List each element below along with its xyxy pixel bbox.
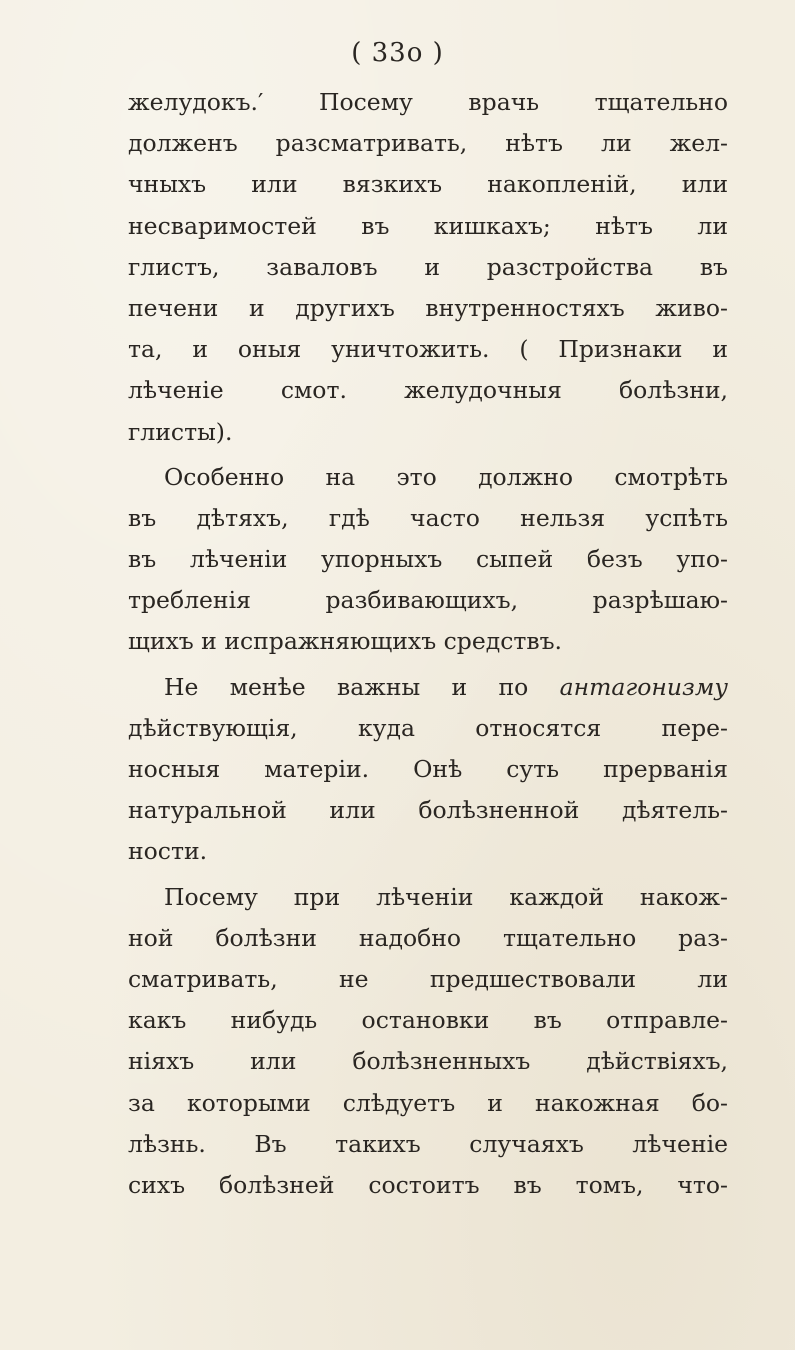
text-line bbox=[128, 667, 728, 708]
text-line: глисты). bbox=[128, 417, 233, 446]
text-line: Особенно на это должно смотрѣть bbox=[164, 462, 728, 491]
text-line: дѣйствующія, куда относятся пере- bbox=[128, 713, 728, 742]
text-line: ной болѣзни надобно тщательно раз- bbox=[128, 923, 728, 952]
text-line: въ лѣченіи упорныхъ сыпей безъ упо- bbox=[128, 545, 728, 574]
paragraph-2 bbox=[128, 457, 728, 663]
text-line: щихъ и испражняющихъ средствъ. bbox=[128, 627, 563, 656]
text-line: какъ нибудь остановки въ отправле- bbox=[128, 1006, 728, 1035]
text-line: лѣзнь. Въ такихъ случаяхъ лѣченіе bbox=[128, 1129, 728, 1158]
text-line: глистъ, заваловъ и разстройства въ bbox=[128, 252, 728, 281]
emphasized-word: антагонизму bbox=[559, 672, 728, 701]
text-line: желудокъ.′ Посему врачь тщательно bbox=[128, 88, 728, 116]
text-line: ніяхъ или болѣзненныхъ дѣйствіяхъ, bbox=[128, 1047, 728, 1076]
text-line: несваримостей въ кишкахъ; нѣтъ ли bbox=[128, 211, 728, 240]
text-line: ности. bbox=[128, 837, 208, 866]
paragraph-3 bbox=[128, 667, 728, 873]
paragraph-4 bbox=[128, 877, 728, 1207]
text-line: натуральной или болѣзненной дѣятель- bbox=[128, 796, 728, 825]
text-line: долженъ разсматривать, нѣтъ ли жел- bbox=[128, 129, 728, 158]
text-line: носныя матеріи. Онѣ суть прерванія bbox=[128, 755, 728, 783]
text-line: чныхъ или вязкихъ накопленій, или bbox=[128, 170, 728, 199]
text-line: за которыми слѣдуетъ и накожная бо- bbox=[128, 1088, 728, 1117]
text-line: Посему при лѣченіи каждой накож- bbox=[164, 882, 728, 911]
text-line: въ дѣтяхъ, гдѣ часто нельзя успѣть bbox=[128, 503, 728, 532]
page-number: ( 33о ) bbox=[351, 38, 444, 68]
text-line: печени и другихъ внутренностяхъ живо- bbox=[128, 293, 728, 322]
text-line: сматривать, не предшествовали ли bbox=[128, 964, 728, 993]
text-line: та, и оныя уничтожить. ( Признаки и bbox=[128, 335, 728, 364]
text-run: Не менѣе важны и по bbox=[164, 672, 529, 701]
text-line: требленія разбивающихъ, разрѣшаю- bbox=[128, 586, 728, 615]
text-line: сихъ болѣзней состоитъ въ томъ, что- bbox=[128, 1170, 728, 1199]
paragraph-1 bbox=[128, 82, 728, 453]
text-line: лѣченіе смот. желудочныя болѣзни, bbox=[128, 376, 728, 405]
body-text bbox=[128, 82, 728, 1206]
